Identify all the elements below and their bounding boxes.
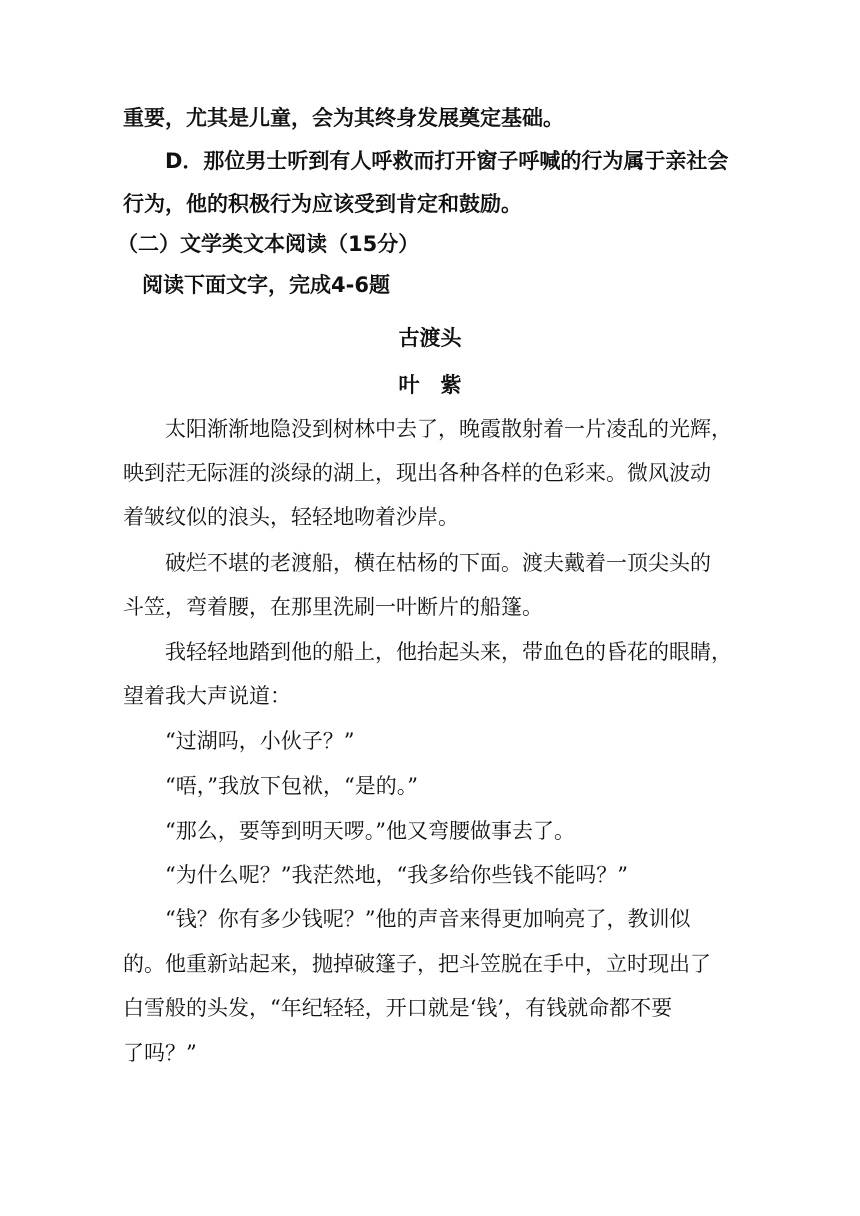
dialogue-line-1: “过湖吗，小伙子？” bbox=[165, 729, 355, 753]
text-line-3: 行为，他的积极行为应该受到肯定和鼓励。 bbox=[123, 192, 522, 216]
text-line-2: D．那位男士听到有人呼救而打开窗子呼喊的行为属于亲社会 bbox=[165, 149, 729, 173]
text-line-13: 我轻轻地踏到他的船上，他抬起头来，带血色的昏花的眼睛， bbox=[165, 640, 732, 664]
instruction-line: 阅读下面文字，完成4-6题 bbox=[142, 273, 390, 297]
text-line-20: 的。他重新站起来，抛掉破篷子，把斗笠脱在手中，立时现出了 bbox=[123, 952, 711, 976]
text-line-19: “钱？你有多少钱呢？”他的声音来得更加响亮了，教训似 bbox=[165, 907, 691, 931]
dialogue-line-2: “唔，”我放下包袱，“是的。” bbox=[165, 774, 418, 798]
text-line-9: 映到茫无际涯的淡绿的湖上，现出各种各样的色彩来。微风波动 bbox=[123, 461, 711, 485]
article-title: 古渡头 bbox=[398, 326, 462, 350]
text-line-21: 白雪般的头发，“年纪轻轻，开口就是‘钱’，有钱就命都不要 bbox=[123, 996, 673, 1020]
text-line-22: 了吗？” bbox=[123, 1041, 197, 1065]
text-line-10: 着皱纹似的浪头，轻轻地吻着沙岸。 bbox=[123, 505, 459, 529]
section-heading: （二）文学类文本阅读（15分） bbox=[117, 232, 420, 256]
dialogue-line-4: “为什么呢？”我茫然地，“我多给你些钱不能吗？” bbox=[165, 863, 628, 887]
text-line-1: 重要，尤其是儿童，会为其终身发展奠定基础。 bbox=[123, 106, 564, 130]
text-line-14: 望着我大声说道： bbox=[123, 684, 291, 708]
text-line-11: 破烂不堪的老渡船，横在枯杨的下面。渡夫戴着一顶尖头的 bbox=[165, 551, 711, 575]
text-line-8: 太阳渐渐地隐没到树林中去了，晚霞散射着一片凌乱的光辉， bbox=[165, 417, 732, 441]
article-author: 叶 紫 bbox=[398, 373, 462, 397]
text-line-12: 斗笠，弯着腰，在那里洗刷一叶断片的船篷。 bbox=[123, 595, 543, 619]
dialogue-line-3: “那么，要等到明天啰。”他又弯腰做事去了。 bbox=[165, 819, 575, 843]
